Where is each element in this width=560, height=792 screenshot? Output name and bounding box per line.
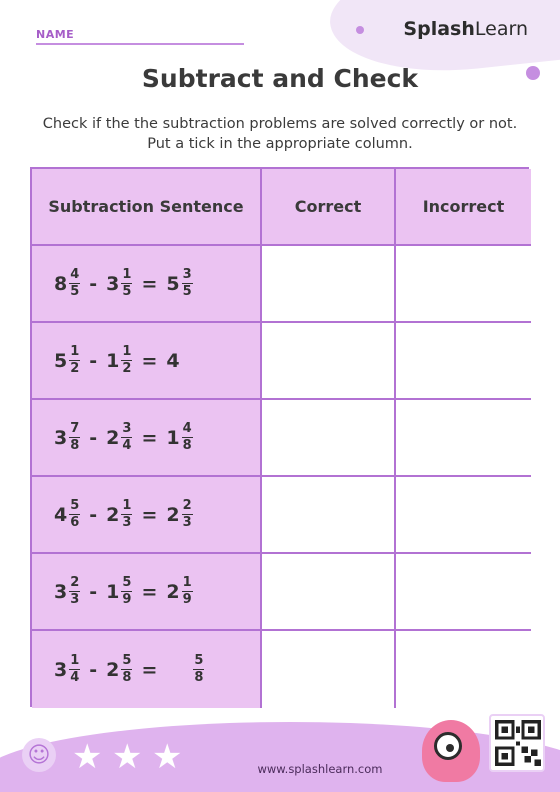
denominator: 8 [194, 670, 204, 685]
mixed-number [106, 268, 132, 299]
star-icon: ★ [112, 737, 143, 777]
operator: = [141, 272, 158, 295]
mixed-number [166, 268, 192, 299]
denominator: 5 [122, 284, 132, 299]
mixed-number [54, 345, 80, 376]
incorrect-tick-cell[interactable] [396, 631, 531, 708]
operator: = [141, 580, 158, 603]
correct-tick-cell[interactable] [262, 246, 396, 323]
fraction [121, 499, 132, 530]
fraction [69, 499, 80, 530]
denominator: 8 [182, 438, 192, 453]
subtraction-sentence [32, 246, 262, 323]
numerator: 1 [122, 344, 132, 359]
decorative-dot [356, 26, 364, 34]
numerator: 1 [70, 653, 80, 668]
fraction [121, 654, 132, 685]
qr-code-icon [489, 714, 545, 772]
numerator: 2 [182, 498, 192, 513]
fraction [182, 422, 193, 453]
mixed-number [106, 422, 132, 453]
mixed-number [166, 499, 192, 530]
fraction [193, 654, 204, 685]
numerator: 5 [122, 575, 132, 590]
mixed-number [106, 654, 132, 685]
correct-tick-cell[interactable] [262, 554, 396, 631]
numerator: 7 [70, 421, 80, 436]
subtraction-sentence [32, 400, 262, 477]
correct-tick-cell[interactable] [262, 323, 396, 400]
whole-part: 3 [54, 580, 68, 603]
mixed-number [54, 576, 80, 607]
column-header-sentence: Subtraction Sentence [32, 169, 262, 246]
fraction [69, 345, 80, 376]
denominator: 8 [70, 438, 80, 453]
numerator: 3 [182, 267, 192, 282]
mixed-number [54, 654, 80, 685]
correct-tick-cell[interactable] [262, 631, 396, 708]
denominator: 3 [70, 592, 80, 607]
correct-tick-cell[interactable] [262, 400, 396, 477]
operator: - [89, 580, 98, 603]
whole-part: 8 [54, 272, 68, 295]
denominator: 3 [122, 515, 132, 530]
fraction [69, 422, 80, 453]
whole-part: 2 [106, 658, 120, 681]
mixed-number [166, 576, 192, 607]
numerator: 1 [122, 498, 132, 513]
numerator: 1 [122, 267, 132, 282]
denominator: 4 [70, 670, 80, 685]
operator: = [141, 426, 158, 449]
fraction [69, 654, 80, 685]
page-title: Subtract and Check [141, 64, 419, 93]
fraction [69, 576, 80, 607]
numerator: 5 [194, 653, 204, 668]
whole-part: 2 [106, 503, 120, 526]
instructions: Check if the the subtraction problems are solved correctly or not. Put a tick in the appropriate column. [42, 116, 518, 152]
denominator: 9 [122, 592, 132, 607]
mixed-number [106, 576, 132, 607]
denominator: 8 [122, 670, 132, 685]
whole-part: 4 [54, 503, 68, 526]
fraction [121, 576, 132, 607]
incorrect-tick-cell[interactable] [396, 554, 531, 631]
numerator: 3 [122, 421, 132, 436]
subtraction-sentence [32, 631, 262, 708]
denominator: 5 [70, 284, 80, 299]
star-icon: ★ [152, 737, 183, 777]
whole-part: 5 [54, 349, 68, 372]
incorrect-tick-cell[interactable] [396, 246, 531, 323]
incorrect-tick-cell[interactable] [396, 400, 531, 477]
incorrect-tick-cell[interactable] [396, 323, 531, 400]
denominator: 2 [122, 361, 132, 376]
fraction [121, 422, 132, 453]
fraction [121, 268, 132, 299]
denominator: 4 [122, 438, 132, 453]
brand-logo-light: Learn [474, 18, 528, 40]
numerator: 1 [182, 575, 192, 590]
operator: - [89, 272, 98, 295]
website-link[interactable]: www.splashlearn.com [257, 762, 383, 776]
whole-part: 1 [166, 426, 180, 449]
fraction [182, 268, 193, 299]
fraction [69, 268, 80, 299]
star-icon: ★ [72, 737, 103, 777]
name-label: NAME [36, 28, 75, 41]
column-header-incorrect: Incorrect [396, 169, 531, 246]
whole-part: 1 [106, 349, 120, 372]
whole-part: 4 [166, 349, 180, 372]
operator: - [89, 349, 98, 372]
mixed-number [106, 499, 132, 530]
operator: - [89, 503, 98, 526]
fraction [121, 345, 132, 376]
incorrect-tick-cell[interactable] [396, 477, 531, 554]
mixed-number [191, 654, 204, 685]
numerator: 4 [70, 267, 80, 282]
numerator: 4 [182, 421, 192, 436]
numerator: 1 [70, 344, 80, 359]
numerator: 2 [70, 575, 80, 590]
subtraction-sentence [32, 477, 262, 554]
brand-logo [403, 18, 528, 40]
smiley-icon: ☺ [22, 738, 56, 772]
whole-part: 2 [106, 426, 120, 449]
column-header-correct: Correct [262, 169, 396, 246]
denominator: 6 [70, 515, 80, 530]
operator: = [141, 503, 158, 526]
whole-part: 3 [54, 426, 68, 449]
mixed-number [106, 345, 132, 376]
operator: - [89, 426, 98, 449]
subtraction-sentence [32, 554, 262, 631]
mixed-number [54, 268, 80, 299]
fraction [182, 499, 193, 530]
correct-tick-cell[interactable] [262, 477, 396, 554]
numerator: 5 [122, 653, 132, 668]
whole-part: 5 [166, 272, 180, 295]
whole-part: 3 [106, 272, 120, 295]
mixed-number [166, 350, 179, 372]
operator: - [89, 658, 98, 681]
mascot-icon [422, 720, 480, 782]
denominator: 3 [182, 515, 192, 530]
whole-part: 1 [106, 580, 120, 603]
mixed-number [166, 422, 192, 453]
brand-logo-bold: Splash [403, 18, 475, 40]
whole-part: 2 [166, 503, 180, 526]
operator: = [141, 349, 158, 372]
mixed-number [54, 422, 80, 453]
denominator: 2 [70, 361, 80, 376]
whole-part: 3 [54, 658, 68, 681]
fraction [182, 576, 193, 607]
denominator: 5 [182, 284, 192, 299]
denominator: 9 [182, 592, 192, 607]
mixed-number [54, 499, 80, 530]
whole-part: 2 [166, 580, 180, 603]
name-field[interactable] [36, 43, 244, 45]
worksheet-table [30, 167, 529, 707]
operator: = [141, 658, 158, 681]
numerator: 5 [70, 498, 80, 513]
subtraction-sentence [32, 323, 262, 400]
